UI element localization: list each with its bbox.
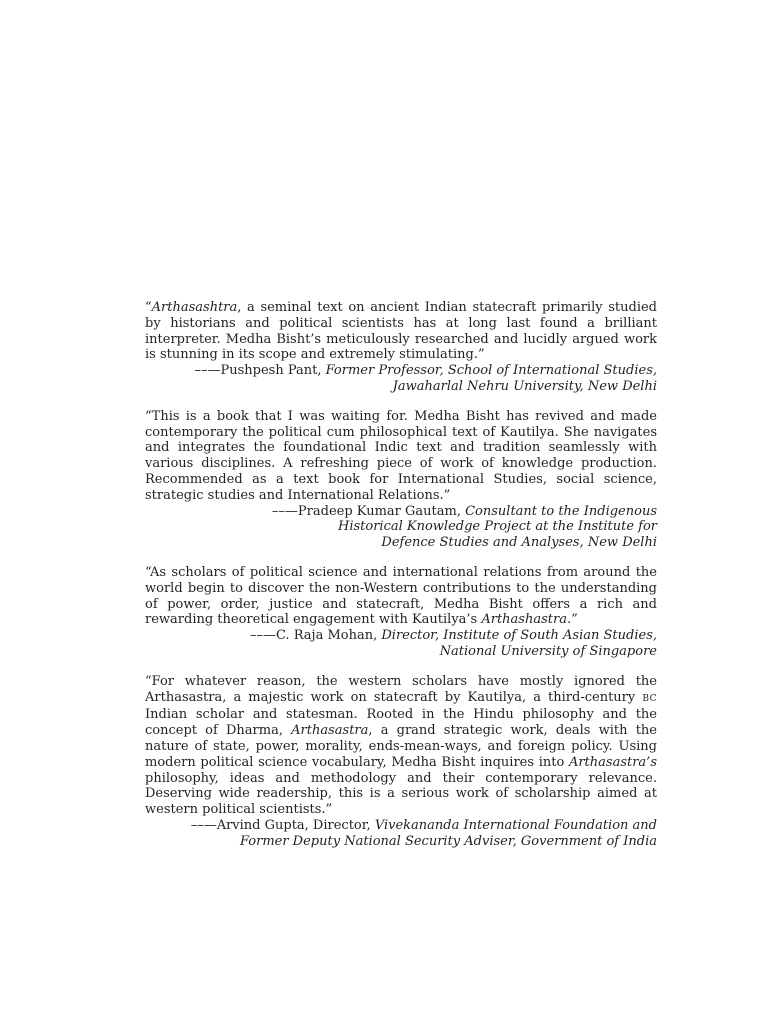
attribution-role: Former Deputy National Security Adviser, Government of India bbox=[239, 833, 657, 849]
attribution-role: Jawaharlal Nehru University, New Delhi bbox=[392, 378, 657, 394]
endorsement-attribution bbox=[145, 504, 657, 551]
quote-text: .” bbox=[566, 612, 578, 628]
endorsements-page bbox=[145, 300, 657, 864]
endorsement-c-raja-mohan bbox=[145, 565, 657, 660]
endorsement-attribution bbox=[145, 363, 657, 395]
endorsement-attribution bbox=[145, 818, 657, 850]
quote-text: philosophy, ideas and methodology and their contemporary relevance. Deserving wide readership, this is a serious work of scholarship aimed at western political scientists.” bbox=[145, 770, 657, 818]
attribution-name: ––—Pradeep Kumar Gautam, bbox=[271, 503, 466, 519]
endorsement-attribution bbox=[145, 628, 657, 660]
era-smallcaps: BC bbox=[642, 693, 657, 704]
quote-text: “For whatever reason, the western scholars have mostly ignored the Arthasastra, a majestic work on statecraft by Kautilya, a third-century bbox=[145, 673, 657, 705]
quote-text: “As scholars of political science and international relations from around the world begin to discover the non-Western contributions to the understanding of power, order, justice and statecraft, Medha Bisht offers a rich and rewarding theoretical engagement with Kautilya’s bbox=[145, 564, 657, 628]
endorsement-quote bbox=[145, 300, 657, 363]
quote-text: , a seminal text on ancient Indian statecraft primarily studied by historians and political scientists has at long last found a brilliant interpreter. Medha Bisht’s meticulously researched and lucidly argued work is stunning in its scope and extremely stimulating.” bbox=[145, 300, 657, 363]
attribution-name: ––—Pushpesh Pant, bbox=[194, 363, 326, 379]
endorsement-quote bbox=[145, 674, 657, 818]
quote-text: “This is a book that I was waiting for. Medha Bisht has revived and made contemporary the political cum philosophical text of Kautilya. She navigates and integrates the foundational Indic text and tradition seamlessly with various disciplines. A refreshing piece of work of knowledge production. Recommended as a text book for International Studies, social science, strategic studies and International Relations.” bbox=[145, 408, 657, 503]
endorsement-quote bbox=[145, 565, 657, 628]
attribution-name: ––—Arvind Gupta, Director, bbox=[190, 817, 375, 833]
book-title-italic: Arthasashtra bbox=[151, 300, 238, 315]
endorsement-pradeep-kumar-gautam bbox=[145, 409, 657, 551]
endorsement-pushpesh-pant bbox=[145, 300, 657, 395]
attribution-role: Defence Studies and Analyses, New Delhi bbox=[381, 535, 657, 551]
attribution-name: ––—C. Raja Mohan, bbox=[249, 628, 382, 644]
endorsement-arvind-gupta bbox=[145, 674, 657, 850]
quote-text: Indian scholar and statesman. Rooted in the Hindu philosophy and the concept of Dharma, bbox=[145, 707, 657, 739]
book-title-italic: Arthasastra’s bbox=[568, 754, 657, 770]
attribution-role: Historical Knowledge Project at the Institute for bbox=[337, 519, 657, 535]
attribution-role: Director, Institute of South Asian Studies, bbox=[381, 628, 657, 644]
book-title-italic: Arthashastra bbox=[481, 612, 567, 628]
attribution-role: Former Professor, School of International Studies, bbox=[325, 363, 657, 379]
attribution-role: Vivekananda International Foundation and bbox=[374, 817, 657, 833]
book-title-italic: Arthasastra bbox=[291, 723, 369, 739]
quote-text: “ bbox=[145, 300, 152, 315]
endorsement-quote bbox=[145, 409, 657, 504]
quote-text: , a grand strategic work, deals with the nature of state, power, morality, ends-mean-ways, and foreign policy. Using modern political science vocabulary, Medha Bisht inquires into bbox=[145, 723, 657, 770]
attribution-role: Consultant to the Indigenous bbox=[465, 503, 657, 519]
attribution-role: National University of Singapore bbox=[439, 643, 657, 659]
